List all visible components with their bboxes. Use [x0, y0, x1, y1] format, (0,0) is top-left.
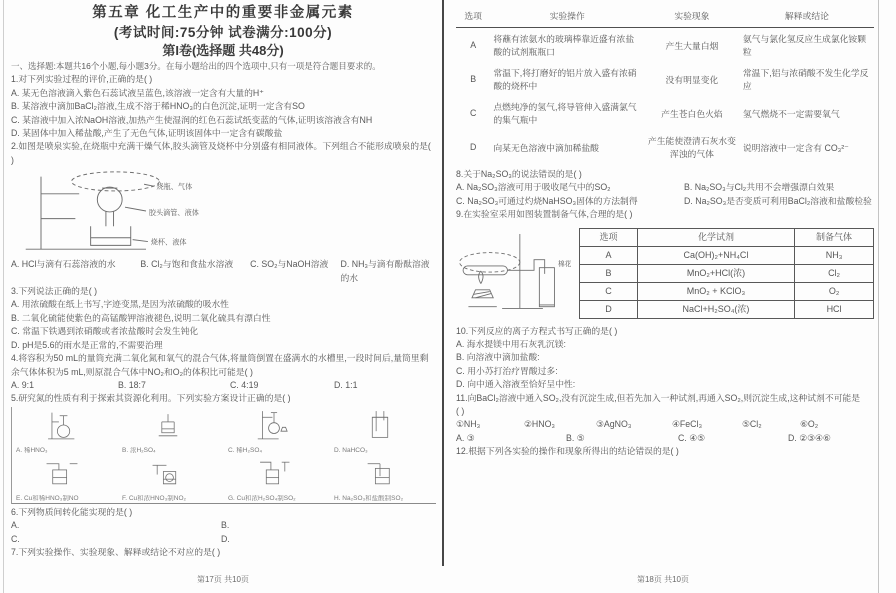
question-7-stem: 7.下列实验操作、实验现象、解释或结论不对应的是( )	[11, 546, 221, 557]
fountain-label-flask: 烧瓶、气体	[156, 183, 193, 192]
q9-b-gas: Cl₂	[795, 264, 874, 282]
q3-option-b: B. 二氧化硫能使紫色的高锰酸钾溶液褪色,说明二氧化硫具有漂白性	[11, 312, 271, 323]
q9-row-d	[580, 300, 874, 318]
q6-option-d: D.	[221, 533, 230, 544]
page-footer-left: 第17页 共10页	[196, 575, 250, 584]
q11-item-6: ⑥O₂	[800, 419, 819, 430]
q9-cotton-label: 棉花	[557, 260, 572, 268]
q9-row-b	[580, 264, 874, 282]
q7-row-a	[456, 28, 874, 63]
q5-caption-a: A. 稀HNO₃	[16, 446, 48, 454]
q6-options-row-2	[11, 533, 435, 546]
q4-option-b: B. 18:7	[118, 379, 146, 390]
q5-apparatus-grid	[11, 407, 436, 504]
q7-b-operation: 常温下,将打磨好的铝片放入盛有浓硝酸的烧杯中	[493, 68, 637, 91]
q7-row-b	[456, 62, 874, 96]
q2-close-paren: )	[11, 154, 14, 165]
q7-th-phenomenon: 实验现象	[644, 6, 740, 28]
q8-option-b: B. Na₂SO₃与Cl₂共用不会增强漂白效果	[684, 182, 835, 193]
section-title: 第I卷(选择题 共48分)	[162, 43, 284, 58]
q9-th-option: 选项	[580, 228, 638, 246]
q6-options-row-1	[11, 519, 435, 532]
exam-page-left	[3, 0, 442, 593]
q1-option-c: C. 某溶液中加入浓NaOH溶液,加热产生使湿润的红色石蕊试纸变蓝的气体,证明该溶液含有NH	[11, 114, 373, 125]
q7-row-c	[456, 96, 874, 130]
q5-caption-b: B. 浓H₂SO₄	[122, 446, 156, 454]
q11-option-c: C. ④⑤	[678, 432, 706, 443]
q9-row-a	[580, 246, 874, 264]
q2-option-b: B. Cl₂与饱和食盐水溶液	[140, 259, 234, 270]
q5-sketch-h	[330, 455, 436, 503]
q7-c-option: C	[470, 108, 477, 118]
q5-sketch-c	[224, 407, 330, 455]
q9-a-reagents: Ca(OH)₂+NH₄Cl	[637, 246, 794, 264]
q8-options-row-1	[456, 181, 874, 194]
q7-c-phenomenon: 产生苍白色火焰	[661, 108, 723, 119]
q4-option-a: A. 9:1	[11, 379, 34, 390]
q7-d-operation: 向某无色溶液中滴加稀盐酸	[493, 142, 599, 153]
q2-option-d: D. NH₃与滴有酚酞溶液的水	[340, 259, 430, 283]
q9-d-reagents: NaCl+H₂SO₄(浓)	[637, 300, 794, 318]
q9-table	[579, 228, 874, 319]
q7-th-operation: 实验操作	[490, 6, 644, 28]
question-5-stem: 5.研究氮的性质有利于探索其资源化利用。下列实验方案设计正确的是( )	[11, 393, 291, 404]
q7-b-phenomenon: 没有明显变化	[665, 74, 719, 85]
q11-paren: ( )	[456, 406, 465, 417]
q11-option-b: B. ⑤	[566, 432, 585, 443]
q1-option-b: B. 某溶液中滴加BaCl₂溶液,生成不溶于稀HNO₃的白色沉淀,证明一定含有SO	[11, 101, 305, 112]
page-footer-right: 第18页 共10页	[636, 575, 690, 584]
q8-option-d: D. Na₂SO₃是否变质可利用BaCl₂溶液和盐酸检验	[684, 195, 872, 206]
q5-sketch-d	[330, 407, 436, 455]
question-6-stem: 6.下列物质间转化能实现的是( )	[11, 506, 133, 517]
q5-caption-f: F. Cu和浓HNO₃制NO₂	[122, 494, 187, 502]
q5-caption-h: H. Na₂SO₃和盐酸制SO₂	[334, 494, 404, 502]
q9-b-option: B	[580, 264, 638, 282]
q9-a-option: A	[580, 246, 638, 264]
q9-b-reagents: MnO₂+HCl(浓)	[637, 264, 794, 282]
question-1-stem: 1.对下列实验过程的评价,正确的是( )	[11, 74, 153, 85]
q11-options-row	[456, 432, 874, 445]
q7-a-conclusion: 氨气与氯化氢反应生成氯化铵颗粒	[742, 34, 867, 57]
q4-options-row	[11, 379, 435, 392]
q7-b-conclusion: 常温下,铝与浓硝酸不发生化学反应	[742, 68, 869, 91]
q7-row-d	[456, 130, 874, 164]
chapter-title: 第五章 化工生产中的重要非金属元素	[92, 5, 354, 21]
question-4-stem: 4.将容积为50 mL的量筒充满二氧化氮和氧气的混合气体,将量筒倒置在盛满水的水槽里,一段时间后,量筒里剩余气体体积为5 mL,则原混合气体中NO₂和O₂的体积比可能是( )	[11, 353, 429, 377]
q10-option-c: C. 用小苏打治疗胃酸过多:	[456, 365, 558, 376]
q6-option-b: B.	[221, 520, 230, 531]
q8-options-row-2	[456, 195, 874, 208]
q9-d-option: D	[580, 300, 638, 318]
question-8-stem: 8.关于Na₂SO₃的说法错误的是( )	[456, 169, 582, 179]
instructions: 一、选择题:本题共16个小题,每小题3分。在每小题给出的四个选项中,只有一项是符合题目要求的。	[11, 61, 381, 71]
q5-sketch-b	[118, 407, 224, 455]
q7-d-phenomenon: 产生能使澄清石灰水变浑浊的气体	[647, 136, 736, 159]
q1-option-d: D. 某固体中加入稀盐酸,产生了无色气体,证明该固体中一定含有碳酸盐	[11, 128, 283, 139]
q7-th-conclusion: 解释或结论	[740, 6, 874, 28]
q7-th-option: 选项	[456, 6, 490, 28]
q10-option-d: D. 向中通入溶液至恰好呈中性:	[456, 379, 576, 390]
q9-a-gas: NH₃	[795, 246, 874, 264]
q5-sketch-e	[12, 455, 118, 503]
q9-th-gas: 制备气体	[795, 228, 874, 246]
q11-item-5: ⑤Cl₂	[742, 419, 762, 430]
q2-options-row	[11, 258, 435, 285]
fountain-label-beaker: 烧杯、液体	[150, 238, 187, 247]
question-3-stem: 3.下列说法正确的是( )	[11, 286, 98, 297]
q9-block	[456, 224, 874, 322]
q6-option-c: C.	[11, 533, 20, 544]
q1-option-a: A. 某无色溶液滴入紫色石蕊试液呈蓝色,该溶液一定含有大量的H⁺	[11, 87, 264, 98]
q7-table	[456, 6, 874, 164]
q9-row-c	[580, 282, 874, 300]
q5-caption-c: C. 稀H₂SO₄	[228, 446, 263, 454]
q5-caption-d: D. NaHCO₃	[334, 446, 368, 454]
q2-option-c: C. SO₂与NaOH溶液	[250, 259, 329, 270]
q7-c-operation: 点燃纯净的氢气,将导管伸入盛满氯气的集气瓶中	[493, 102, 637, 125]
q11-reagent-list	[456, 418, 874, 431]
q8-option-c: C. Na₂SO₃可通过灼烧NaHSO₃固体的方法制得	[456, 195, 638, 206]
q7-table-header-row	[456, 6, 874, 28]
q6-option-a: A.	[11, 520, 20, 531]
exam-time-score: (考试时间:75分钟 试卷满分:100分)	[113, 25, 333, 40]
page-divider-line	[442, 0, 444, 566]
q5-caption-g: G. Cu和浓H₂SO₄制SO₂	[228, 494, 296, 502]
q4-option-d: D. 1:1	[334, 379, 358, 390]
q3-option-d: D. pH是5.6的雨水是正常的,不需要治理	[11, 339, 163, 350]
q9-table-header-row	[580, 228, 874, 246]
question-9-stem: 9.在实验室采用如图装置制备气体,合理的是( )	[456, 209, 633, 220]
q11-option-d: D. ②③④⑥	[788, 432, 831, 443]
q5-sketch-row-2	[12, 455, 436, 504]
q10-option-b: B. 向溶液中滴加盐酸:	[456, 352, 540, 363]
q5-sketch-a	[12, 407, 118, 455]
q10-option-a: A. 海水提镁中用石灰乳沉镁:	[456, 339, 566, 350]
fountain-experiment-diagram	[15, 169, 435, 258]
question-10-stem: 10.下列反应的离子方程式书写正确的是( )	[456, 325, 618, 336]
q9-c-option: C	[580, 282, 638, 300]
q9-apparatus-diagram	[456, 224, 571, 322]
fountain-label-dropper: 胶头滴管、液体	[148, 209, 199, 218]
q5-sketch-row-1	[12, 407, 436, 455]
q11-item-3: ③AgNO₃	[596, 419, 632, 430]
q11-option-a: A. ③	[456, 432, 475, 443]
q3-option-c: C. 常温下铁遇到浓硝酸或者浓盐酸时会发生钝化	[11, 326, 199, 337]
q7-d-option: D	[470, 142, 477, 152]
q11-item-1: ①NH₃	[456, 419, 481, 430]
q7-d-conclusion: 说明溶液中一定含有 CO₃²⁻	[742, 142, 849, 153]
q9-th-reagents: 化学试剂	[637, 228, 794, 246]
q7-a-operation: 将蘸有浓氨水的玻璃棒靠近盛有浓盐酸的试剂瓶瓶口	[493, 34, 635, 57]
q9-c-reagents: MnO₂ + KClO₃	[637, 282, 794, 300]
q8-option-a: A. Na₂SO₃溶液可用于吸收尾气中的SO₂	[456, 182, 611, 193]
q7-a-phenomenon: 产生大量白烟	[665, 40, 719, 51]
q7-b-option: B	[470, 74, 477, 84]
q11-item-4: ④FeCl₃	[672, 419, 703, 430]
exam-page-right	[448, 0, 879, 593]
q4-option-c: C. 4:19	[230, 379, 259, 390]
question-12-stem: 12.根据下列各实验的操作和现象所得出的结论错误的是( )	[456, 446, 679, 457]
q9-d-gas: HCl	[795, 300, 874, 318]
question-2-stem	[11, 140, 435, 153]
q7-a-option: A	[470, 40, 477, 50]
q5-caption-e: E. Cu和稀HNO₃制NO	[16, 494, 79, 502]
q3-option-a: A. 用浓硫酸在纸上书写,字迹变黑,是因为浓硫酸的吸水性	[11, 299, 229, 310]
q2-text: 2.如图是喷泉实验,在烧瓶中充满干燥气体,胶头滴管及烧杯中分别盛有相同液体。下列组合不能形成喷泉的是(	[11, 141, 431, 152]
q7-c-conclusion: 氢气燃烧不一定需要氧气	[742, 108, 840, 119]
q5-sketch-g	[224, 455, 330, 503]
question-11-stem: 11.向BaCl₂溶液中通入SO₂,没有沉淀生成,但若先加入一种试剂,再通入SO₂,则沉淀生成,这种试剂不可能是	[456, 392, 861, 403]
q11-item-2: ②HNO₃	[524, 419, 556, 430]
q9-c-gas: O₂	[795, 282, 874, 300]
q5-sketch-f	[118, 455, 224, 503]
q2-option-a: A. HCl与滴有石蕊溶液的水	[11, 259, 116, 270]
